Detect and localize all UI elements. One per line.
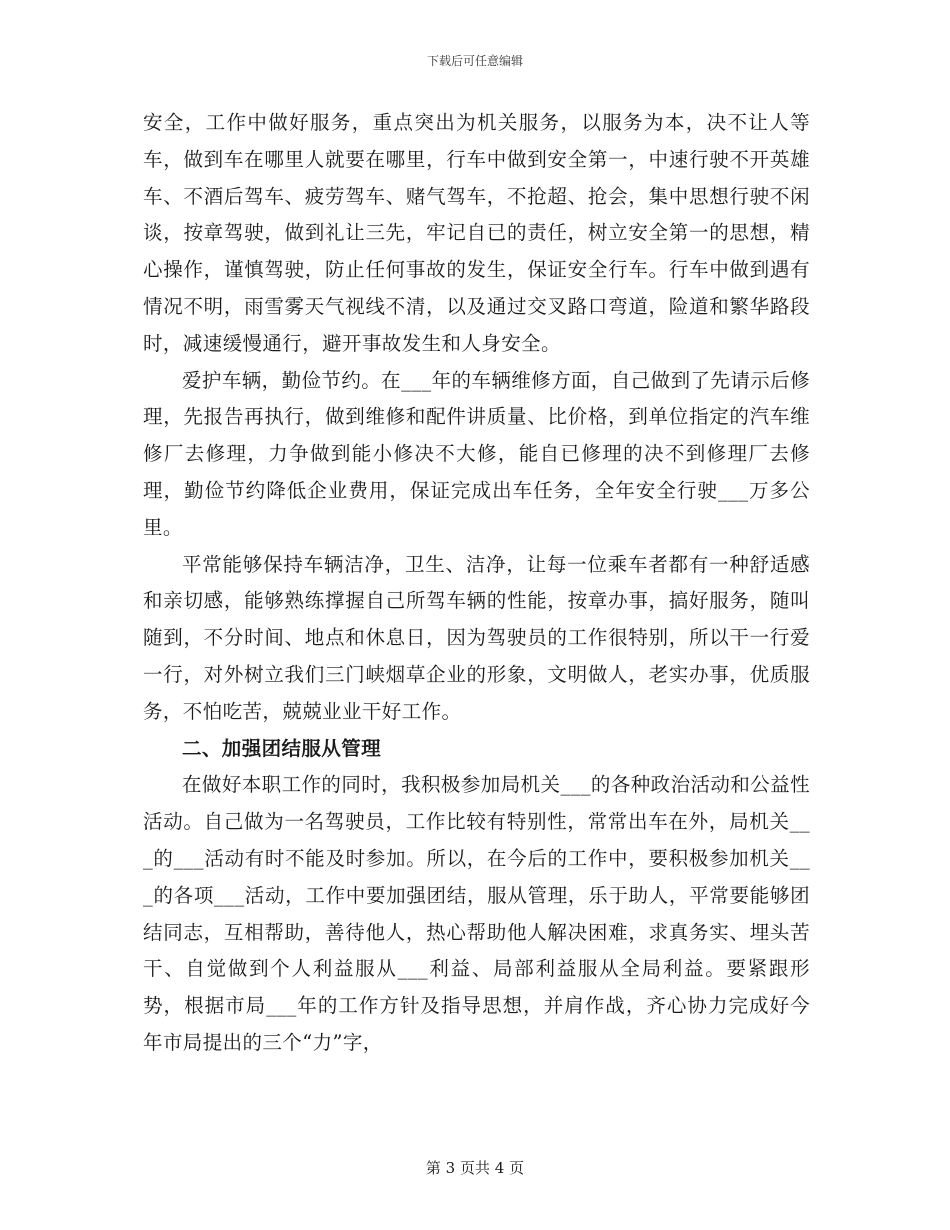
paragraph-vehicle-cleanliness: 平常能够保持车辆洁净，卫生、洁净，让每一位乘车者都有一种舒适感和亲切感，能够熟练撑握自己所驾车辆的性能，按章办事，搞好服务，随叫随到，不分时间、地点和休息日，因为驾驶员的工作很特别，所以干一行爱一行，对外树立我们三门峡烟草企业的形象，文明做人，老实办事，优质服务，不怕吃苦，兢兢业业干好工作。 xyxy=(143,552,810,723)
paragraph-vehicle-care: 爱护车辆，勤俭节约。在___年的车辆维修方面，自己做到了先请示后修理，先报告再执行，做到维修和配件讲质量、比价格，到单位指定的汽车维修厂去修理，力争做到能小修决不大修，能自已修理的决不到修理厂去修理，勤俭节约降低企业费用，保证完成出车任务，全年安全行驶___万多公里。 xyxy=(143,368,810,539)
document-body xyxy=(143,105,810,1062)
paragraph-teamwork: 在做好本职工作的同时，我积极参加局机关___的各种政治活动和公益性活动。自己做为一名驾驶员，工作比较有特别性，常常出车在外，局机关___的___活动有时不能及时参加。所以，在今后的工作中，要积极参加机关___的各项___活动，工作中要加强团结，服从管理，乐于助人，平常要能够团结同志，互相帮助，善待他人，热心帮助他人解决困难，求真务实、埋头苦干、自觉做到个人利益服从___利益、局部利益服从全局利益。要紧跟形势，根据市局___年的工作方针及指导思想，并肩作战，齐心协力完成好今年市局提出的三个“力”字， xyxy=(143,773,810,1054)
paragraph-continuation: 安全，工作中做好服务，重点突出为机关服务，以服务为本，决不让人等车，做到车在哪里人就要在哪里，行车中做到安全第一，中速行驶不开英雄车、不酒后驾车、疲劳驾车、赌气驾车，不抢超、抢会，集中思想行驶不闲谈，按章驾驶，做到礼让三先，牢记自已的责任，树立安全第一的思想，精心操作，谨慎驾驶，防止任何事故的发生，保证安全行车。行车中做到遇有情况不明，雨雪雾天气视线不清，以及通过交叉路口弯道，险道和繁华路段时，减速缓慢通行，避开事故发生和人身安全。 xyxy=(143,111,810,355)
page-number: 第 3 页共 4 页 xyxy=(425,1159,525,1177)
section-heading: 二、加强团结服从管理 xyxy=(182,736,382,760)
page-header: 下载后可任意编辑 xyxy=(426,54,523,68)
